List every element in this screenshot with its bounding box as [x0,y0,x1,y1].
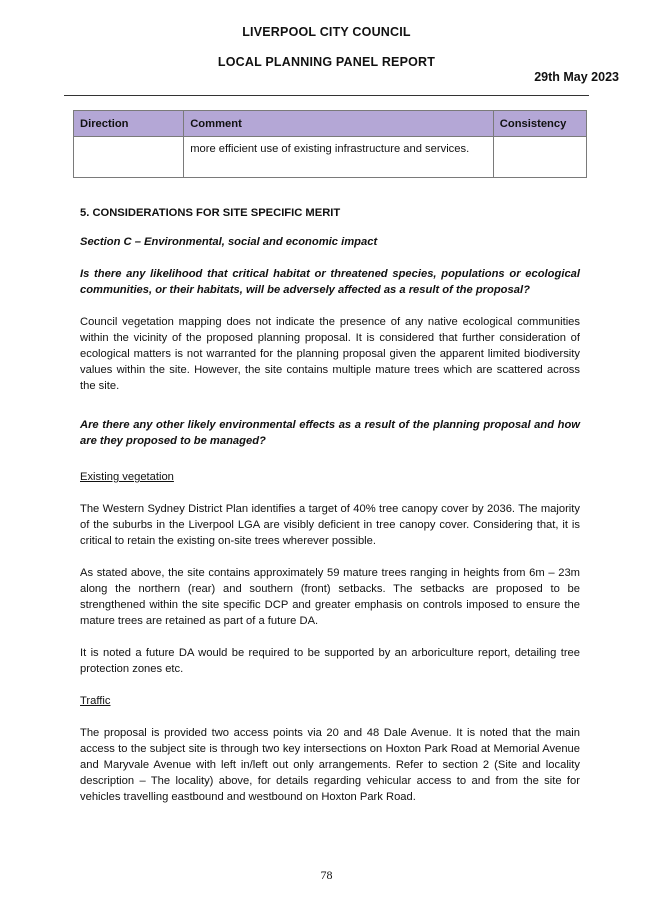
paragraph-traffic: The proposal is provided two access points via 20 and 48 Dale Avenue. It is noted that the main access to the subject site is through two key intersections on Hoxton Park Road at Memorial Avenue and Maryvale Avenue with left in/left out only arrangements. Refer to section 2 (Site and locality description – The locality) above, for details regarding vehicular access to and from the site for vehicles travelling eastbound and westbound on Hoxton Park Road. [80,727,580,803]
table-header-row [74,111,587,137]
cell-direction [74,137,184,178]
heading-existing-vegetation: Existing vegetation [80,471,174,483]
column-header-consistency: Consistency [493,111,586,137]
council-title: LIVERPOOL CITY COUNCIL [242,25,411,39]
table-row [74,137,587,178]
column-header-comment: Comment [184,111,494,137]
report-date: 29th May 2023 [534,70,619,84]
direction-table [73,110,587,178]
question-habitat: Is there any likelihood that critical habitat or threatened species, populations or ecological communities, or their habitats, will be adversely affected as a result of the proposal? [80,268,580,296]
page-number: 78 [320,868,333,882]
column-header-direction: Direction [74,111,184,137]
section-subheading: Section C – Environmental, social and economic impact [80,236,378,248]
question-environmental-effects: Are there any other likely environmental effects as a result of the planning proposal and how are they proposed to be managed? [80,419,580,447]
paragraph-canopy: The Western Sydney District Plan identifies a target of 40% tree canopy cover by 2036. The majority of the suburbs in the Liverpool LGA are visibly deficient in tree canopy cover. Considering that, it is critical to retain the existing on-site trees wherever possible. [80,503,580,547]
heading-traffic: Traffic [80,695,111,707]
paragraph-arboriculture: It is noted a future DA would be required to be supported by an arboriculture report, detailing tree protection zones etc. [80,647,580,675]
report-body [80,205,580,805]
report-title: LOCAL PLANNING PANEL REPORT [217,55,436,69]
paragraph-ecology: Council vegetation mapping does not indicate the presence of any native ecological communities within the vicinity of the proposed planning proposal. It is considered that further consideration of ecological matters is not warranted for the planning proposal given the apparent limited biodiversity values within the site. However, the site contains multiple mature trees which are scattered across the site. [80,316,580,392]
cell-comment: more efficient use of existing infrastructure and services. [184,137,494,178]
cell-consistency [493,137,586,178]
header-divider [64,95,589,96]
paragraph-mature-trees: As stated above, the site contains approximately 59 mature trees ranging in heights from 6m – 23m along the northern (rear) and southern (front) setbacks. The setbacks are proposed to be strengthened within the site specific DCP and greater emphasis on controls imposed to ensure the mature trees are retained as part of a future DA. [80,567,580,627]
section-heading: 5. CONSIDERATIONS FOR SITE SPECIFIC MERIT [80,207,341,219]
